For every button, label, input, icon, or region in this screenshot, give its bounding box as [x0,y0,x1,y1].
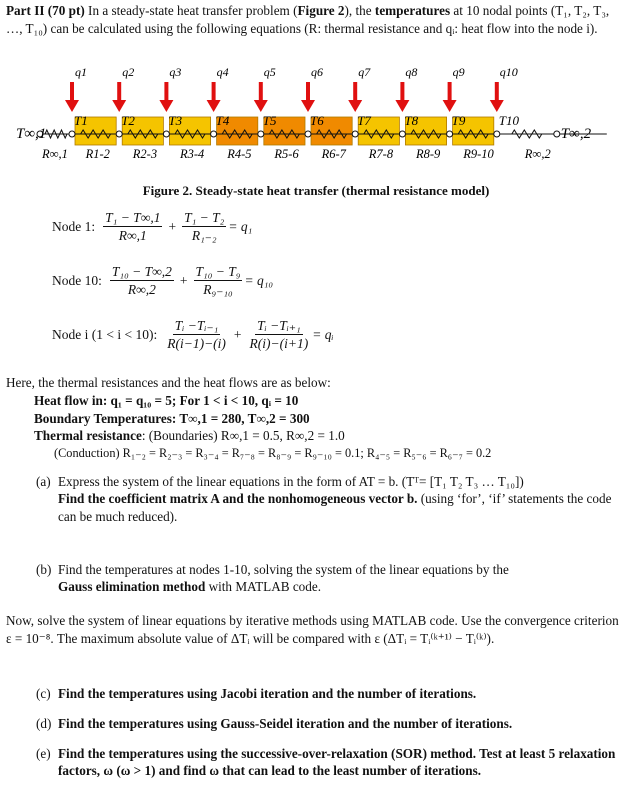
equation-node-10: Node 10: $\frac{\text{T₁₀ − T∞,2}}{R\infty,2}$ + $\frac{\text{T₁₀ − T₉}}{\text{R₉₋₁₀}}$ = q₁₀ [52,264,274,297]
node-circle [211,131,217,137]
node1-num1: T₁ − T∞,1 [105,210,161,225]
node-circle [163,131,169,137]
question-b-label: (b) [36,562,52,577]
q-label: q9 [452,65,465,79]
question-d-label: (d) [36,716,52,731]
node1-den1: R∞,1 [118,228,147,243]
node10-den1: R∞,2 [127,282,156,297]
heat-arrow-head [395,100,409,112]
thermal-resistance-boundaries: : (Boundaries) R∞,1 = 0.5, R∞,2 = 1.0 [141,428,345,444]
heat-arrow-head [254,100,268,112]
resistance-label: R∞,2 [524,147,551,161]
question-c-bold: Find the temperatures using Jacobi iteration and the number of iterations. [58,686,477,701]
t-label: T3 [168,113,183,128]
heat-arrow-head [207,100,221,112]
node-circle [258,131,264,137]
question-e-label: (e) [36,746,51,761]
nodei-den2: R(i)−(i+1) [249,336,309,351]
node10-num1: T₁₀ − T∞,2 [111,264,172,279]
t-label: T7 [357,113,371,128]
intro-text: In a steady-state heat transfer problem ( [84,3,298,18]
question-a-label: (a) [36,474,51,489]
conduction-resistances-line: (Conduction) R₁₋₂ = R₂₋₃ = R₃₋₄ = R₇₋₈ = R₈₋₉ = R₉₋₁₀ = 0.1; R₄₋₅ = R₅₋₆ = R₆₋₇ = 0.2 [54,445,492,460]
t-label: T2 [121,113,135,128]
node10-rhs: = q₁₀ [244,272,274,288]
question-c [36,685,616,702]
resistor-infinity-2 [512,130,542,138]
nodei-num1: Tᵢ −Tᵢ₋₁ [174,318,219,333]
resistance-label: R9-10 [463,147,494,161]
intro-text-3: at 10 nodal points (T₁, T₂, T₃, …, T₁₀) can be calculated using the following equations (R: thermal resistance and qᵢ: heat flow into the node i). [6,3,610,36]
heat-arrow-head [159,100,173,112]
node1-rhs: = q₁ [228,218,253,234]
figure-caption: Figure 2. Steady-state heat transfer (thermal resistance model) [142,183,490,198]
heat-arrow-head [490,100,504,112]
q-label: q3 [169,65,182,79]
heat-arrow-head [348,100,362,112]
node10-label: Node 10: [52,272,102,288]
node10-num2: T₁₀ − T₉ [195,264,241,279]
question-b-text: Find the temperatures at nodes 1-10, solving the system of the linear equations by the [58,562,509,577]
question-a-text: Express the system of the linear equations in the form of AT = b. (Tᵀ= [T₁ T₂ T₃ … T₁₀]) [58,474,524,489]
resistance-label: R1-2 [85,147,110,161]
q-label: q2 [122,65,135,79]
t-label: T8 [404,113,419,128]
nodei-num2: Tᵢ −Tᵢ₊₁ [257,318,301,333]
question-b-bold: Gauss elimination method [58,579,206,595]
node1-num2: T₁ − T₂ [184,210,225,225]
node1-den2: R₁₋₂ [191,228,217,243]
question-a [36,473,616,525]
heat-flow-line: Heat flow in: q₁ = q₁₀ = 5; For 1 < i < 10, qᵢ = 10 [34,393,299,408]
resistance-label: R5-6 [274,147,299,161]
heat-arrow-head [65,100,79,112]
node-circle [447,131,453,137]
nodei-label: Node i (1 < i < 10): [52,326,158,342]
question-d [36,715,616,732]
heat-arrow-head [443,100,457,112]
q-label: q4 [216,65,229,79]
part-title: Part II (70 pt) [6,3,85,18]
question-b [36,561,616,596]
node-circle [352,131,358,137]
equation-node-i: Node i (1 < i < 10): $\frac{\text{Tᵢ −Tᵢ₋₁}}{R(i-1)-(i)}$ + $\frac{\text{Tᵢ −Tᵢ₊₁}}{R(i)-(i+1)}$ = qᵢ [52,318,334,351]
nodei-rhs: = qᵢ [312,326,334,342]
resistance-label: R2-3 [132,147,158,161]
heat-arrow-head [301,100,315,112]
iterative-intro: Now, solve the system of linear equations by iterative methods using MATLAB code. Use the convergence criterion ε = 10⁻⁸. The maximum absolute value of ΔTᵢ will be compared with ε (ΔTᵢ = Tᵢ⁽ᵏ⁺¹⁾ − Tᵢ⁽ᵏ⁾). [6,613,619,646]
q-label: q5 [263,65,276,79]
question-e [36,745,616,780]
q-label: q7 [358,65,371,79]
node-circle [116,131,122,137]
t-label: T5 [262,113,277,128]
t-label: T1 [74,113,88,128]
nodei-den1: R(i−1)−(i) [167,336,226,351]
node-circle [305,131,311,137]
intro-text-2: ), the [344,3,375,18]
question-b-rest: with MATLAB code. [205,579,322,595]
boundary-node-right [554,131,560,137]
q-label: q1 [75,65,87,79]
thermal-resistance-diagram [12,62,617,182]
resistance-label: R3-4 [180,147,205,161]
resistor-infinity-1 [45,130,67,138]
node1-label: Node 1: [52,218,96,234]
resistance-label: R6-7 [321,147,346,161]
q-label: q8 [405,65,418,79]
resistance-label: R7-8 [368,147,394,161]
q-label: q10 [499,65,518,79]
question-c-label: (c) [36,686,51,701]
figure-reference: Figure 2 [297,3,345,18]
t-label: T10 [498,113,520,128]
question-a-bold: Find the coefficient matrix A and the nonhomogeneous vector b. [58,491,418,507]
node10-den2: R₉₋₁₀ [203,282,233,297]
question-e-bold: Find the temperatures using the successive-over-relaxation (SOR) method. Test at least 5 relaxation factors, ω (ω > 1) and find ω that can lead to the least number of iterations. [58,746,616,779]
node-circle [69,131,75,137]
left-boundary-temp: T∞,1 [16,126,47,142]
resistance-label: R∞,1 [42,147,68,161]
question-a-rest: (using ‘for’, ‘if’ statements the code can be much reduced). [58,491,612,524]
t-label: T4 [215,113,230,128]
resistance-label: R4-5 [227,147,252,161]
question-d-bold: Find the temperatures using Gauss-Seidel iteration and the number of iterations. [58,716,513,731]
heat-arrow-head [112,100,126,112]
node-circle [399,131,405,137]
equation-node-1: Node 1: $\frac{\text{T₁ − T∞,1}}{R\infty,1}$ + $\frac{\text{T₁ − T₂}}{\text{R₁₋₂}}$ = q₁ [52,210,253,243]
q-label: q6 [311,65,323,79]
t-label: T9 [451,113,466,128]
node-circle [494,131,500,137]
t-label: T6 [310,113,324,128]
boundary-temperatures-line: Boundary Temperatures: T∞,1 = 280, T∞,2 = 300 [34,410,310,426]
thermal-resistance-label: Thermal resistance [34,428,142,444]
right-boundary-temp: T∞,2 [560,126,592,142]
intro-paragraph [6,2,626,37]
resistance-label: R8-9 [416,147,441,161]
params-intro: Here, the thermal resistances and the heat flows are as below: [6,375,331,390]
parameters-block [34,392,614,462]
intro-bold-temperatures: temperatures [374,3,451,18]
